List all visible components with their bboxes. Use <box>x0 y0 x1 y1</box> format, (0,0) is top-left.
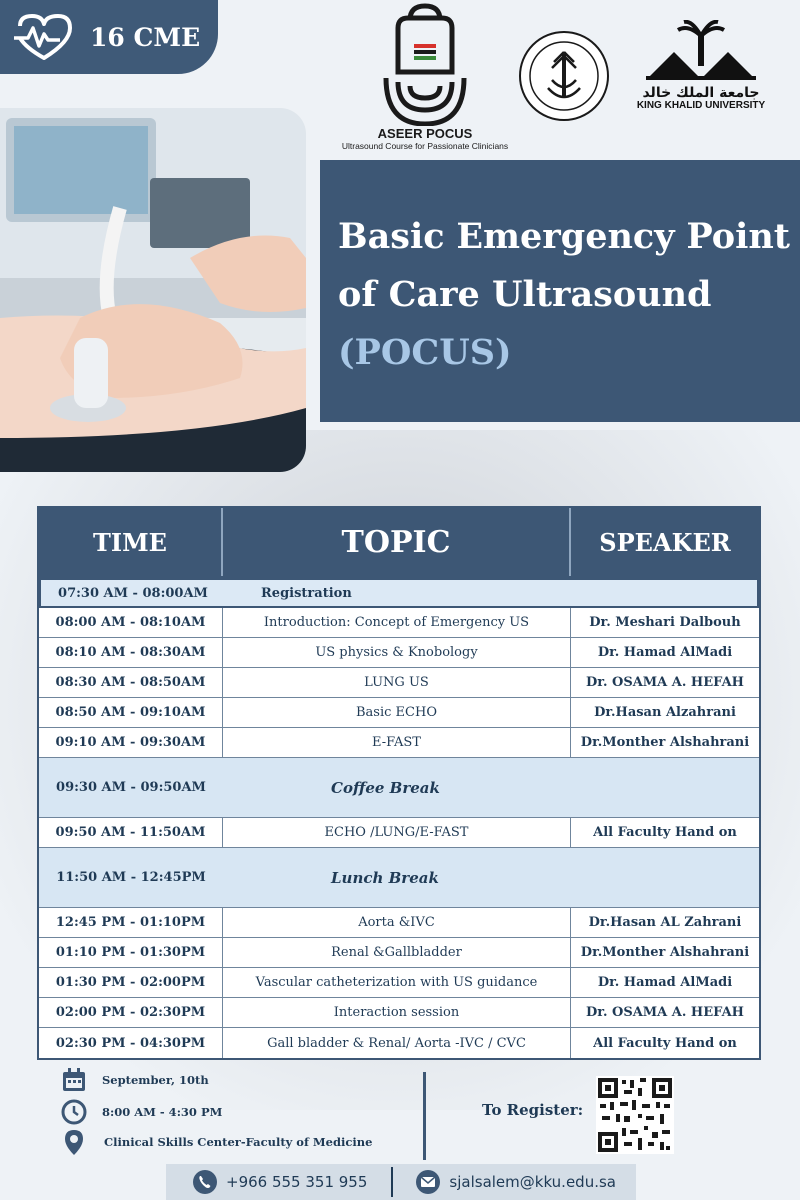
phone-icon <box>192 1169 218 1195</box>
title-line-2: of Care Ultrasound <box>338 274 712 315</box>
pocus-tagline: Ultrasound Course for Passionate Clinicians <box>341 141 509 151</box>
palm-tree-emblem-icon <box>636 20 766 82</box>
schedule-header <box>39 508 759 578</box>
kku-english-name: KING KHALID UNIVERSITY <box>636 100 766 111</box>
row-time: 08:10 AM - 08:30AM <box>39 638 223 667</box>
cme-label: 16 CME <box>90 22 201 52</box>
row-topic: Lunch Break <box>331 868 439 887</box>
row-speaker: Dr.Hasan Alzahrani <box>594 705 736 720</box>
row-time: 11:50 AM - 12:45PM <box>56 870 206 885</box>
schedule-table <box>37 506 761 1060</box>
header-speaker: SPEAKER <box>571 508 759 576</box>
row-topic: Coffee Break <box>331 778 440 797</box>
title-line-1 <box>338 208 790 266</box>
session-row <box>39 668 759 698</box>
session-row <box>39 998 759 1028</box>
event-location: Clinical Skills Center-Faculty of Medicine <box>104 1135 373 1149</box>
event-date: September, 10th <box>102 1073 209 1087</box>
row-speaker: Dr. OSAMA A. HEFAH <box>586 675 744 690</box>
header-topic: TOPIC <box>223 508 571 576</box>
pocus-probe-icon <box>380 0 470 126</box>
session-row <box>39 908 759 938</box>
row-topic: E-FAST <box>223 728 571 757</box>
row-topic: Registration <box>261 585 352 601</box>
row-time: 01:30 PM - 02:00PM <box>39 968 223 997</box>
calendar-icon <box>60 1066 88 1094</box>
row-topic: ECHO /LUNG/E-FAST <box>223 818 571 847</box>
row-time: 08:00 AM - 08:10AM <box>39 608 223 637</box>
row-topic: Basic ECHO <box>223 698 571 727</box>
cme-badge <box>0 0 218 74</box>
logo-strip <box>340 0 800 160</box>
title-word-basic: Basic <box>338 216 445 257</box>
session-row <box>39 608 759 638</box>
email-icon <box>415 1169 441 1195</box>
location-pin-icon <box>60 1128 88 1156</box>
row-time: 01:10 PM - 01:30PM <box>39 938 223 967</box>
aseer-pocus-logo <box>340 0 510 160</box>
event-info <box>60 1064 400 1164</box>
row-topic: Introduction: Concept of Emergency US <box>223 608 571 637</box>
location-line <box>60 1128 372 1156</box>
clock-icon <box>60 1098 88 1126</box>
row-topic: Interaction session <box>223 998 571 1027</box>
row-speaker: Dr. OSAMA A. HEFAH <box>586 1005 744 1020</box>
row-time: 02:00 PM - 02:30PM <box>39 998 223 1027</box>
ultrasound-photo <box>0 108 306 472</box>
row-topic: Gall bladder & Renal/ Aorta -IVC / CVC <box>223 1028 571 1058</box>
title-line-3: (POCUS) <box>338 332 512 373</box>
date-line <box>60 1066 209 1094</box>
heart-pulse-icon <box>12 12 76 62</box>
row-speaker: All Faculty Hand on <box>593 1035 737 1051</box>
row-time: 12:45 PM - 01:10PM <box>39 908 223 937</box>
title-word-emergency: Emergency <box>456 216 675 257</box>
row-time: 09:10 AM - 09:30AM <box>39 728 223 757</box>
kku-arabic-name: جامعة الملك خالد <box>642 85 760 101</box>
row-time: 08:30 AM - 08:50AM <box>39 668 223 697</box>
row-speaker: Dr.Monther Alshahrani <box>580 735 750 750</box>
row-speaker: Dr.Monther Alshahrani <box>580 945 750 960</box>
phone-number: +966 555 351 955 <box>226 1173 368 1191</box>
row-topic: LUNG US <box>223 668 571 697</box>
row-topic: Renal &Gallbladder <box>223 938 571 967</box>
kku-logo <box>636 20 766 120</box>
info-divider <box>423 1072 426 1160</box>
session-row <box>39 698 759 728</box>
row-time: 08:50 AM - 09:10AM <box>39 698 223 727</box>
title-word-point: Point <box>686 216 790 257</box>
row-topic: Aorta &IVC <box>223 908 571 937</box>
row-topic: US physics & Knobology <box>223 638 571 667</box>
header-time: TIME <box>39 508 223 576</box>
row-time: 02:30 PM - 04:30PM <box>39 1028 223 1058</box>
phone-contact[interactable] <box>166 1169 367 1195</box>
college-of-medicine-seal-icon <box>518 30 610 122</box>
row-time: 09:30 AM - 09:50AM <box>56 780 206 795</box>
session-row <box>39 968 759 998</box>
row-topic: Vascular catheterization with US guidance <box>223 968 571 997</box>
course-title-panel <box>320 160 800 422</box>
ultrasound-scan-illustration <box>0 108 306 472</box>
row-time: 09:50 AM - 11:50AM <box>39 818 223 847</box>
contact-bar <box>166 1164 636 1200</box>
registration-qr-code[interactable] <box>596 1076 674 1154</box>
row-speaker: Dr.Hasan AL Zahrani <box>588 915 742 930</box>
email-contact[interactable] <box>393 1169 616 1195</box>
session-row <box>39 818 759 848</box>
break-row <box>39 758 759 818</box>
row-speaker: Dr. Hamad AlMadi <box>597 975 733 990</box>
registration-row <box>39 578 759 608</box>
row-speaker: All Faculty Hand on <box>593 825 737 840</box>
session-row <box>39 728 759 758</box>
row-time: 07:30 AM - 08:00AM <box>58 585 208 601</box>
row-speaker: Dr. Meshari Dalbouh <box>589 615 741 630</box>
pocus-name: ASEER POCUS <box>377 126 473 141</box>
row-speaker: Dr. Hamad AlMadi <box>597 645 733 660</box>
event-hours: 8:00 AM - 4:30 PM <box>102 1105 223 1119</box>
session-row <box>39 1028 759 1058</box>
email-address: sjalsalem@kku.edu.sa <box>449 1173 616 1191</box>
session-row <box>39 938 759 968</box>
break-row <box>39 848 759 908</box>
register-label: To Register: <box>482 1101 584 1119</box>
hours-line <box>60 1098 222 1126</box>
schedule-body <box>39 578 759 1058</box>
session-row <box>39 638 759 668</box>
